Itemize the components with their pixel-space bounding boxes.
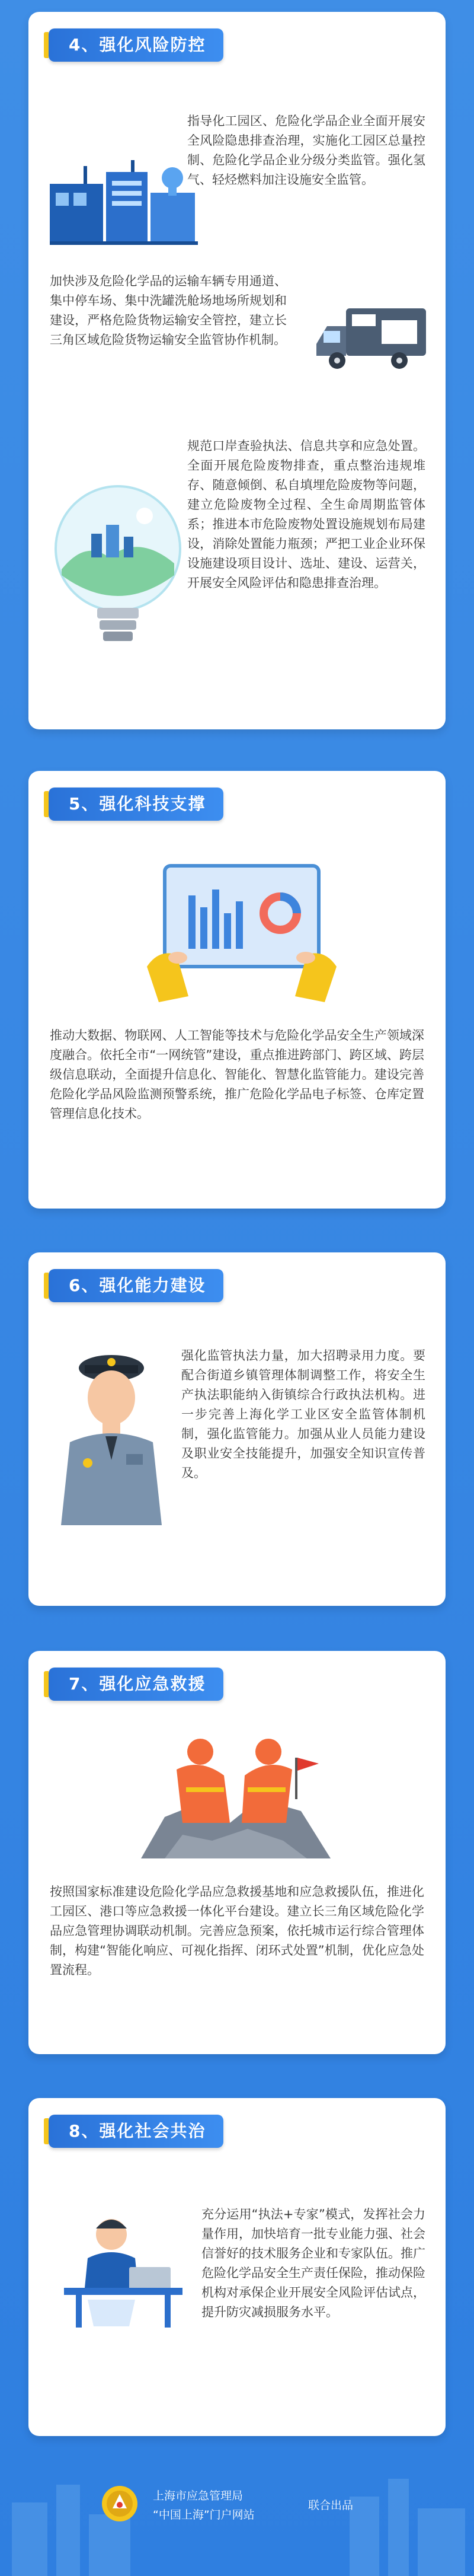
footer-org-line-2: “中国上海”门户网站: [153, 2508, 255, 2521]
section-title: 8、强化社会共治: [49, 2115, 223, 2148]
section-title: 4、强化风险防控: [49, 28, 223, 62]
chemical-plant-illustration: [50, 160, 198, 249]
section-5-paragraph: 推动大数据、物联网、人工智能等技术与危险化学品安全生产领域深度融合。依托全市“一网统管”建设，重点推进跨部门、跨区域、跨层级信息联动，全面提升信息化、智能化、智慧化监管能力。建设完善危险化学品风险监测预警系统，推广危险化学品电子标签、仓库定置管理信息化技术。: [50, 1028, 424, 1121]
officer-illustration: [52, 1341, 171, 1525]
section-6-paragraph: 强化监管执法力量，加大招聘录用力度。要配合街道乡镇管理体制调整工作，将安全生产执法职能纳入街镇综合行政执法机构。进一步完善上海化学工业区安全监管体制机制，强化监管能力。加强从业人员能力建设及职业安全技能提升，加强安全知识宣传普及。: [181, 1348, 425, 1480]
transport-truck-illustration: [310, 302, 429, 374]
data-analytics-tablet-illustration: [147, 860, 337, 1002]
rescue-team-illustration: [129, 1722, 342, 1864]
footer-joint-label: 联合出品: [308, 2499, 354, 2512]
emergency-management-emblem: [101, 2485, 139, 2523]
footer-org-line-1: 上海市应急管理局: [153, 2489, 244, 2502]
section-4-card: [28, 12, 446, 729]
section-4-paragraph-2: 加快涉及危险化学品的运输车辆专用通道、集中停车场、集中洗罐洗舱场地场所规划和建设，严格危险货物运输安全管控，建立长三角区域危险货物运输安全监管协作机制。: [50, 274, 287, 347]
section-7-paragraph: 按照国家标准建设危险化学品应急救援基地和应急救援队伍，推进化工园区、港口等应急救援一体化平台建设。建立长三角区域危险化学品应急管理协调联动机制。完善应急预案，依托城市运行综合管理体制，构建“智能化响应、可视化指挥、闭环式处置”机制，优化应急处置流程。: [50, 1885, 424, 1977]
section-7-card: [28, 1651, 446, 2054]
section-6-card: [28, 1252, 446, 1606]
section-8-paragraph: 充分运用“执法+专家”模式，发挥社会力量作用，加快培育一批专业能力强、社会信誉好的技术服务企业和专家队伍。推广危险化学品安全生产责任保险，推动保险机构对承保企业开展安全风险评估试点，提升防灾减损服务水平。: [201, 2207, 425, 2319]
section-title: 5、强化科技支撑: [49, 788, 223, 821]
section-4-paragraph-3: 规范口岸查验执法、信息共享和应急处置。全面开展危险废物排查，重点整治违规堆存、随意倾倒、私自填埋危险废物等问题，建立危险废物全过程、全生命周期监管体系；推进本市危险废物处置设施规划布局建设，消除处置能力瓶颈；严把工业企业环保设施建设项目设计、选址、建设、运营关，开展安全风险评估和隐患排查治理。: [187, 439, 425, 590]
eco-lightbulb-illustration: [50, 480, 186, 652]
section-5-card: [28, 771, 446, 1209]
office-worker-illustration: [52, 2211, 188, 2329]
section-4-paragraph-1: 指导化工园区、危险化学品企业全面开展安全风险隐患排查治理，实施化工园区总量控制、危险化学品企业分级分类监管。强化氢气、轻烃燃料加注设施安全监管。: [187, 114, 425, 187]
section-title: 7、强化应急救援: [49, 1668, 223, 1701]
section-title: 6、强化能力建设: [49, 1269, 223, 1302]
section-8-card: [28, 2098, 446, 2436]
